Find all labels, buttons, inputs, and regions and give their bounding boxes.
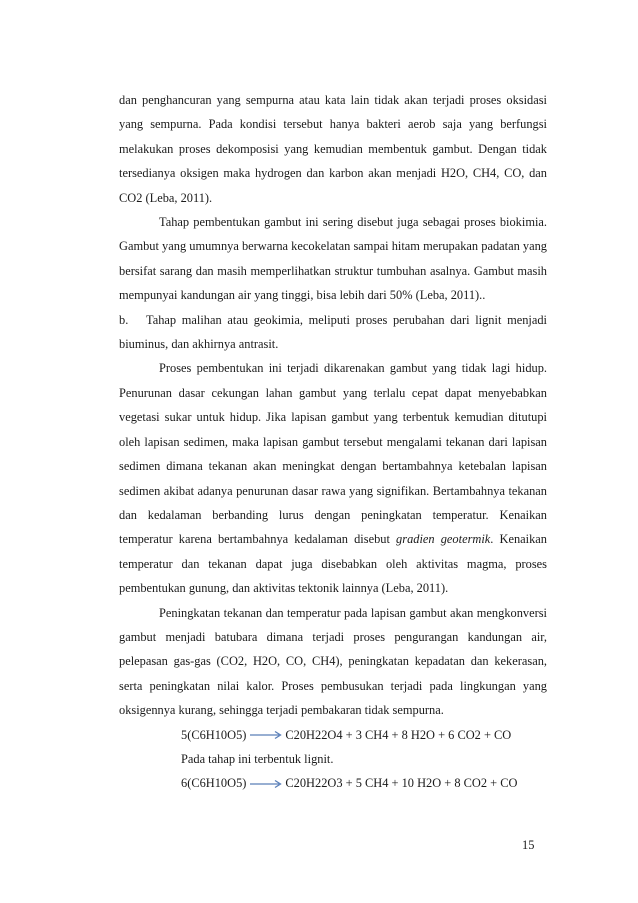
right-arrow-icon [249, 730, 283, 740]
equation-products: C20H22O4 + 3 CH4 + 8 H2O + 6 CO2 + CO [285, 727, 512, 742]
equation-reactant: 5(C6H10O5) [181, 727, 247, 742]
paragraph-formation-process [119, 356, 547, 600]
page-number: 15 [522, 838, 535, 852]
equation-block [119, 723, 547, 796]
right-arrow-icon [249, 779, 283, 789]
list-item-text: Tahap malihan atau geokimia, meliputi proses perubahan dari lignit menjadi biuminus, dan akhirnya antrasit. [119, 312, 547, 352]
equation-reactant: 6(C6H10O5) [181, 776, 247, 791]
paragraph-oxidation: dan penghancuran yang sempurna atau kata lain tidak akan terjadi proses oksidasi yang sempurna. Pada kondisi tersebut hanya bakteri aerob saja yang berfungsi melakukan proses dekomposisi yang kemudian membentuk gambut. Dengan tidak tersedianya oksigen maka hydrogen dan karbon akan menjadi H2O, CH4, CO, dan CO2 (Leba, 2011). [119, 93, 547, 205]
list-marker: b. [119, 312, 129, 327]
body-text [119, 88, 547, 796]
equation-bituminous [181, 771, 547, 795]
paragraph-text: . Kenaikan temperatur dan tekanan dapat juga disebabkan oleh aktivitas magma, proses pembentukan gunung, dan aktivitas tektonik lainnya (Leba, 2011). [119, 532, 547, 596]
equation-products: C20H22O3 + 5 CH4 + 10 H2O + 8 CO2 + CO [285, 776, 518, 791]
paragraph-biochemistry: Tahap pembentukan gambut ini sering disebut juga sebagai proses biokimia. Gambut yang umumnya berwarna kecokelatan sampai hitam merupakan padatan yang bersifat sarang dan masih memperlihatkan struktur tumbuhan asalnya. Gambut masih mempunyai kandungan air yang tinggi, bisa lebih dari 50% (Leba, 2011).. [119, 215, 547, 303]
list-item-b [119, 308, 547, 357]
paragraph-conversion: Peningkatan tekanan dan temperatur pada lapisan gambut akan mengkonversi gambut menjadi batubara dimana terjadi proses pengurangan kandungan air, pelepasan gas-gas (CO2, H2O, CO, CH4), peningkatan kepadatan dan kekerasan, serta peningkatan nilai kalor. Proses pembusukan terjadi pada lingkungan yang oksigennya kurang, sehingga terjadi pembakaran tidak sempurna. [119, 605, 547, 718]
italic-term: gradien geotermik [396, 532, 491, 547]
paragraph-text: Proses pembentukan ini terjadi dikarenakan gambut yang tidak lagi hidup. Penurunan dasar cekungan lahan gambut yang terlalu cepat dapat menyebabkan vegetasi sukar untuk hidup. Jika lapisan gambut yang terbentuk kemudian ditutupi oleh lapisan sedimen, maka lapisan gambut tersebut mengalami tekanan dari lapisan sedimen dimana tekanan akan meningkat dengan bertambahnya ketebalan lapisan sedimen akibat adanya penurunan dasar rawa yang signifikan. Bertambahnya tekanan dan kedalaman berbanding lurus dengan peningkatan temperatur. Kenaikan temperatur karena bertambahnya kedalaman disebut [119, 361, 547, 547]
equation-note: Pada tahap ini terbentuk lignit. [181, 751, 334, 766]
equation-lignite [181, 723, 547, 747]
